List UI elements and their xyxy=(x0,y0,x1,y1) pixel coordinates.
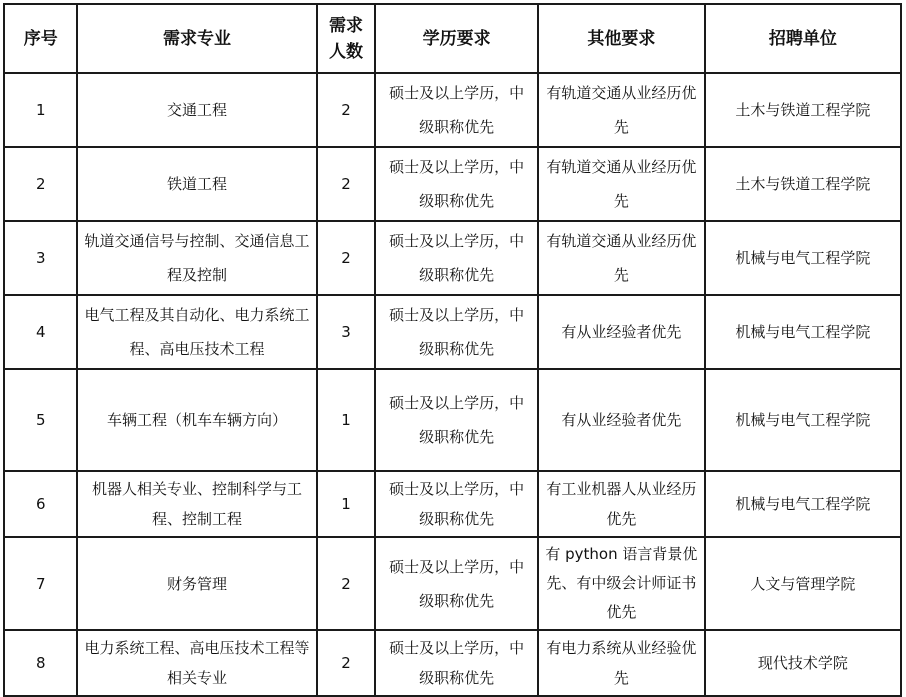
cell-major: 电气工程及其自动化、电力系统工程、高电压技术工程 xyxy=(77,295,316,369)
cell-other: 有轨道交通从业经历优先 xyxy=(538,147,705,221)
cell-no: 6 xyxy=(4,471,77,537)
cell-education: 硕士及以上学历，中级职称优先 xyxy=(375,221,538,295)
cell-unit: 机械与电气工程学院 xyxy=(705,471,901,537)
cell-count: 2 xyxy=(317,630,376,696)
cell-count: 2 xyxy=(317,73,376,147)
cell-major: 轨道交通信号与控制、交通信息工程及控制 xyxy=(77,221,316,295)
cell-no: 3 xyxy=(4,221,77,295)
cell-count: 3 xyxy=(317,295,376,369)
header-row xyxy=(4,4,901,73)
cell-major: 铁道工程 xyxy=(77,147,316,221)
cell-no: 8 xyxy=(4,630,77,696)
recruitment-table xyxy=(3,3,902,697)
header-count xyxy=(317,4,376,73)
cell-education: 硕士及以上学历，中级职称优先 xyxy=(375,537,538,630)
table-row xyxy=(4,537,901,630)
cell-no: 7 xyxy=(4,537,77,630)
cell-other: 有轨道交通从业经历优先 xyxy=(538,221,705,295)
table-row xyxy=(4,369,901,471)
cell-count: 2 xyxy=(317,147,376,221)
cell-unit: 人文与管理学院 xyxy=(705,537,901,630)
cell-major: 车辆工程（机车车辆方向） xyxy=(77,369,316,471)
header-education: 学历要求 xyxy=(375,4,538,73)
cell-unit: 土木与铁道工程学院 xyxy=(705,73,901,147)
header-other: 其他要求 xyxy=(538,4,705,73)
cell-unit: 机械与电气工程学院 xyxy=(705,221,901,295)
cell-other: 有从业经验者优先 xyxy=(538,369,705,471)
cell-other: 有从业经验者优先 xyxy=(538,295,705,369)
cell-education: 硕士及以上学历，中级职称优先 xyxy=(375,147,538,221)
table-row xyxy=(4,295,901,369)
cell-major: 财务管理 xyxy=(77,537,316,630)
table-row xyxy=(4,630,901,696)
cell-count: 2 xyxy=(317,537,376,630)
cell-education: 硕士及以上学历，中级职称优先 xyxy=(375,369,538,471)
cell-education: 硕士及以上学历，中级职称优先 xyxy=(375,73,538,147)
cell-unit: 机械与电气工程学院 xyxy=(705,295,901,369)
cell-no: 4 xyxy=(4,295,77,369)
cell-education: 硕士及以上学历，中级职称优先 xyxy=(375,471,538,537)
table-row xyxy=(4,73,901,147)
table-row xyxy=(4,471,901,537)
cell-major: 电力系统工程、高电压技术工程等相关专业 xyxy=(77,630,316,696)
cell-count: 1 xyxy=(317,369,376,471)
header-no: 序号 xyxy=(4,4,77,73)
cell-education: 硕士及以上学历，中级职称优先 xyxy=(375,630,538,696)
cell-count: 1 xyxy=(317,471,376,537)
table-row xyxy=(4,147,901,221)
cell-other: 有 python 语言背景优先、有中级会计师证书优先 xyxy=(538,537,705,630)
cell-other: 有轨道交通从业经历优先 xyxy=(538,73,705,147)
cell-other: 有工业机器人从业经历优先 xyxy=(538,471,705,537)
cell-no: 1 xyxy=(4,73,77,147)
cell-major: 交通工程 xyxy=(77,73,316,147)
header-major: 需求专业 xyxy=(77,4,316,73)
cell-unit: 土木与铁道工程学院 xyxy=(705,147,901,221)
cell-major: 机器人相关专业、控制科学与工程、控制工程 xyxy=(77,471,316,537)
cell-no: 2 xyxy=(4,147,77,221)
header-count-text: 需求人数 xyxy=(329,15,363,62)
cell-unit: 现代技术学院 xyxy=(705,630,901,696)
table-row xyxy=(4,221,901,295)
cell-no: 5 xyxy=(4,369,77,471)
header-unit: 招聘单位 xyxy=(705,4,901,73)
cell-count: 2 xyxy=(317,221,376,295)
cell-unit: 机械与电气工程学院 xyxy=(705,369,901,471)
cell-other: 有电力系统从业经验优先 xyxy=(538,630,705,696)
cell-education: 硕士及以上学历，中级职称优先 xyxy=(375,295,538,369)
